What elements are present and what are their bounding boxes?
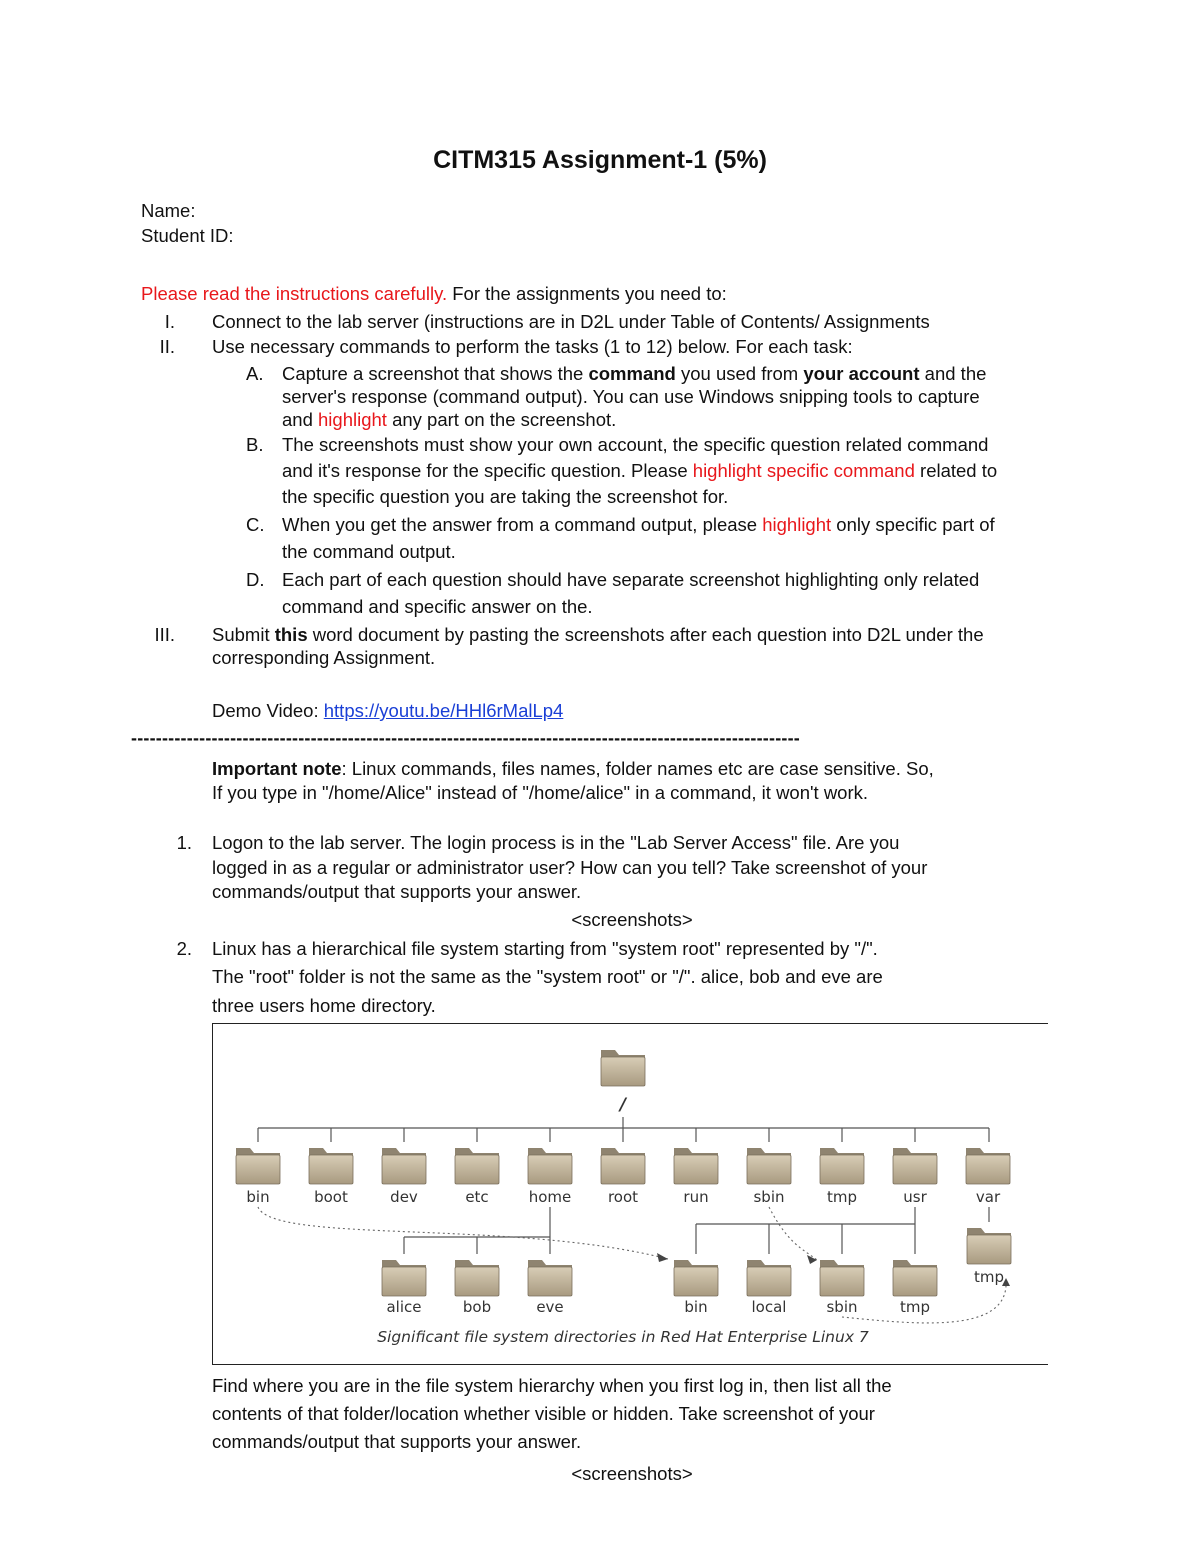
page-title: CITM315 Assignment-1 (5%) [433,146,767,174]
folder-icon [674,1260,718,1296]
step-text: corresponding Assignment. [212,647,436,668]
folder-icon [893,1260,937,1296]
step-number: III. [154,624,175,645]
subitem-a-line: server's response (command output). You can use Windows snipping tools to capture [282,386,980,407]
demo-video: Demo Video: https://youtu.be/HHl6rMalLp4 [212,700,564,721]
subitem-a-line: and highlight any part on the screenshot. [282,409,617,430]
dir-label-var: var [975,1188,1001,1206]
folder-icon [747,1148,791,1184]
divider: ------------------------------------------------------------------------------------------------------------ [131,728,800,748]
dir-label-root: root [607,1188,639,1206]
folder-icon [528,1260,572,1296]
usr-dir-label-local: local [751,1298,787,1316]
question-text: Find where you are in the file system hierarchy when you first log in, then list all the [212,1375,892,1396]
step-text: Connect to the lab server (instructions are in D2L under Table of Contents/ Assignments [212,311,930,332]
folder-icon [236,1148,280,1184]
home-dir-label-bob: bob [462,1298,492,1316]
folder-icon [601,1050,645,1086]
usr-dir-label-sbin: sbin [826,1298,858,1316]
subitem-b-line: the specific question you are taking the screenshot for. [282,486,729,507]
subitem-label: A. [246,363,264,384]
usr-dir-label-bin: bin [684,1298,708,1316]
question-text: Logon to the lab server. The login process is in the "Lab Server Access" file. Are you [212,832,900,853]
step-text: Submit this word document by pasting the screenshots after each question into D2L under the [212,624,984,645]
question-text: commands/output that supports your answer. [212,881,582,902]
subitem-b-line: and it's response for the specific question. Please highlight specific command related to [282,460,998,481]
folder-icon [967,1228,1011,1264]
important-note: Important note: Linux commands, files names, folder names etc are case sensitive. So, [212,758,934,779]
question-text: contents of that folder/location whether visible or hidden. Take screenshot of your [212,1403,875,1424]
subitem-c-line: the command output. [282,541,456,562]
subitem-d-line: Each part of each question should have separate screenshot highlighting only related [282,569,980,590]
screenshot-placeholder: <screenshots> [571,1463,693,1484]
folder-icon [382,1148,426,1184]
subitem-b-line: The screenshots must show your own account, the specific question related command [282,434,989,455]
question-text: The "root" folder is not the same as the "system root" or "/". alice, bob and eve are [212,966,883,987]
folder-icon [747,1260,791,1296]
intro-rest: For the assignments you need to: [447,283,727,304]
dir-label-sbin: sbin [753,1188,785,1206]
usr-dir-label-tmp: tmp [899,1298,931,1316]
folder-icon [528,1148,572,1184]
step-number: I. [164,311,175,332]
question-number: 2. [176,938,192,959]
question-text: commands/output that supports your answer. [212,1431,582,1452]
subitem-a-line: Capture a screenshot that shows the command you used from your account and the [282,363,987,384]
dir-label-run: run [683,1188,709,1206]
dir-label-usr: usr [903,1188,927,1206]
home-dir-label-alice: alice [386,1298,422,1316]
folder-icon [674,1148,718,1184]
folder-icon [382,1260,426,1296]
folder-icon [601,1148,645,1184]
student-id-label: Student ID: [141,225,234,246]
filesystem-diagram-svg [213,1024,1048,1364]
subitem-d-line: command and specific answer on the. [282,596,593,617]
dir-label-home: home [528,1188,572,1206]
filesystem-diagram [212,1023,1048,1365]
question-text: Linux has a hierarchical file system starting from "system root" represented by "/". [212,938,878,959]
subitem-label: C. [246,514,265,535]
subitem-label: D. [246,569,265,590]
folder-icon [309,1148,353,1184]
dir-label-dev: dev [390,1188,418,1206]
intro-warning: Please read the instructions carefully. [141,283,448,304]
var-dir-label-tmp: tmp [973,1268,1005,1286]
question-number: 1. [176,832,192,853]
name-label: Name: [141,200,196,221]
question-text: three users home directory. [212,995,436,1016]
subitem-label: B. [246,434,264,455]
folder-icon [820,1260,864,1296]
root-label: / [619,1095,627,1115]
folder-icon [893,1148,937,1184]
dir-label-boot: boot [314,1188,348,1206]
dir-label-bin: bin [246,1188,270,1206]
folder-icon [455,1260,499,1296]
step-text: Use necessary commands to perform the tasks (1 to 12) below. For each task: [212,336,853,357]
demo-video-link[interactable]: https://youtu.be/HHl6rMalLp4 [323,700,564,721]
important-note-line: If you type in "/home/Alice" instead of "/home/alice" in a command, it won't work. [212,782,869,803]
screenshot-placeholder: <screenshots> [571,909,693,930]
dir-label-tmp: tmp [826,1188,858,1206]
folder-icon [966,1148,1010,1184]
dir-label-etc: etc [465,1188,489,1206]
step-number: II. [159,336,175,357]
subitem-c-line: When you get the answer from a command output, please highlight only specific part of [282,514,995,535]
folder-icon [820,1148,864,1184]
folder-icon [455,1148,499,1184]
question-text: logged in as a regular or administrator user? How can you tell? Take screenshot of your [212,857,928,878]
diagram-caption: Significant file system directories in Red Hat Enterprise Linux 7 [377,1328,869,1346]
home-dir-label-eve: eve [536,1298,564,1316]
intro-paragraph [141,283,727,305]
